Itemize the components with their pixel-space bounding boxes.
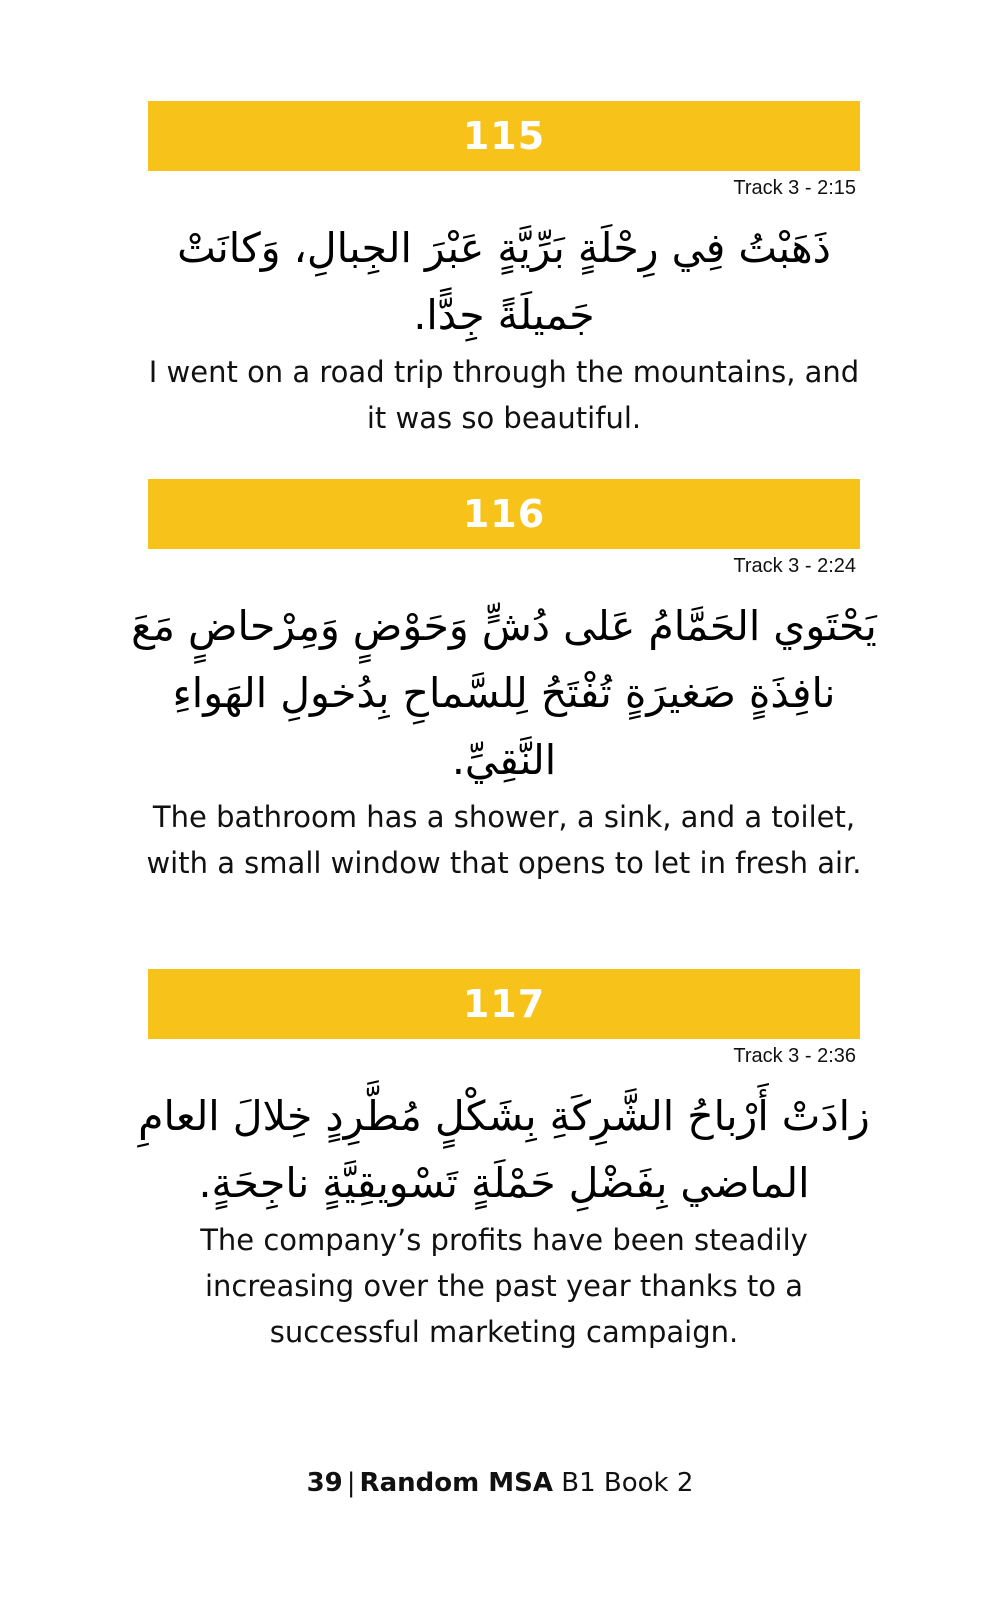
english-translation: I went on a road trip through the mountains, and it was so beautiful. [148, 355, 860, 435]
track-timestamp: Track 3 - 2:24 [733, 555, 856, 577]
page-footer [0, 1468, 1000, 1498]
number-banner [148, 969, 860, 1039]
track-timestamp: Track 3 - 2:15 [733, 177, 856, 199]
track-timestamp: Track 3 - 2:36 [733, 1045, 856, 1067]
entry-number: 115 [462, 114, 546, 158]
english-translation: The bathroom has a shower, a sink, and a toilet, with a small window that opens to let in fresh air. [146, 800, 862, 880]
number-banner [148, 479, 860, 549]
english-translation: The company’s profits have been steadily increasing over the past year thanks to a successful marketing campaign. [200, 1223, 808, 1349]
page-number: 39 [306, 1468, 343, 1498]
number-banner [148, 101, 860, 171]
entry-117 [138, 969, 870, 1355]
arabic-sentence: ذَهَبْتُ فِي رِحْلَةٍ بَرِّيَّةٍ عَبْرَ الجِبالِ، وَكانَتْ جَميلَةً جِدًّا. [177, 224, 831, 339]
book-title: B1 Book 2 [561, 1468, 694, 1498]
entry-115 [148, 101, 860, 441]
arabic-sentence: يَحْتَوي الحَمَّامُ عَلى دُشٍّ وَحَوْضٍ وَمِرْحاضٍ مَعَ نافِذَةٍ صَغيرَةٍ تُفْتَحُ لِلسَّماحِ بِدُخولِ الهَواءِ النَّقِيِّ. [131, 602, 877, 784]
book-series: Random MSA [359, 1468, 553, 1498]
entry-116 [131, 479, 877, 886]
footer-separator: | [346, 1468, 356, 1498]
entry-number: 116 [462, 492, 546, 536]
entry-number: 117 [462, 982, 546, 1026]
arabic-sentence: زادَتْ أَرْباحُ الشَّرِكَةِ بِشَكْلٍ مُطَّرِدٍ خِلالَ العامِ الماضي بِفَضْلِ حَمْلَةٍ تَسْويقِيَّةٍ ناجِحَةٍ. [138, 1092, 870, 1207]
